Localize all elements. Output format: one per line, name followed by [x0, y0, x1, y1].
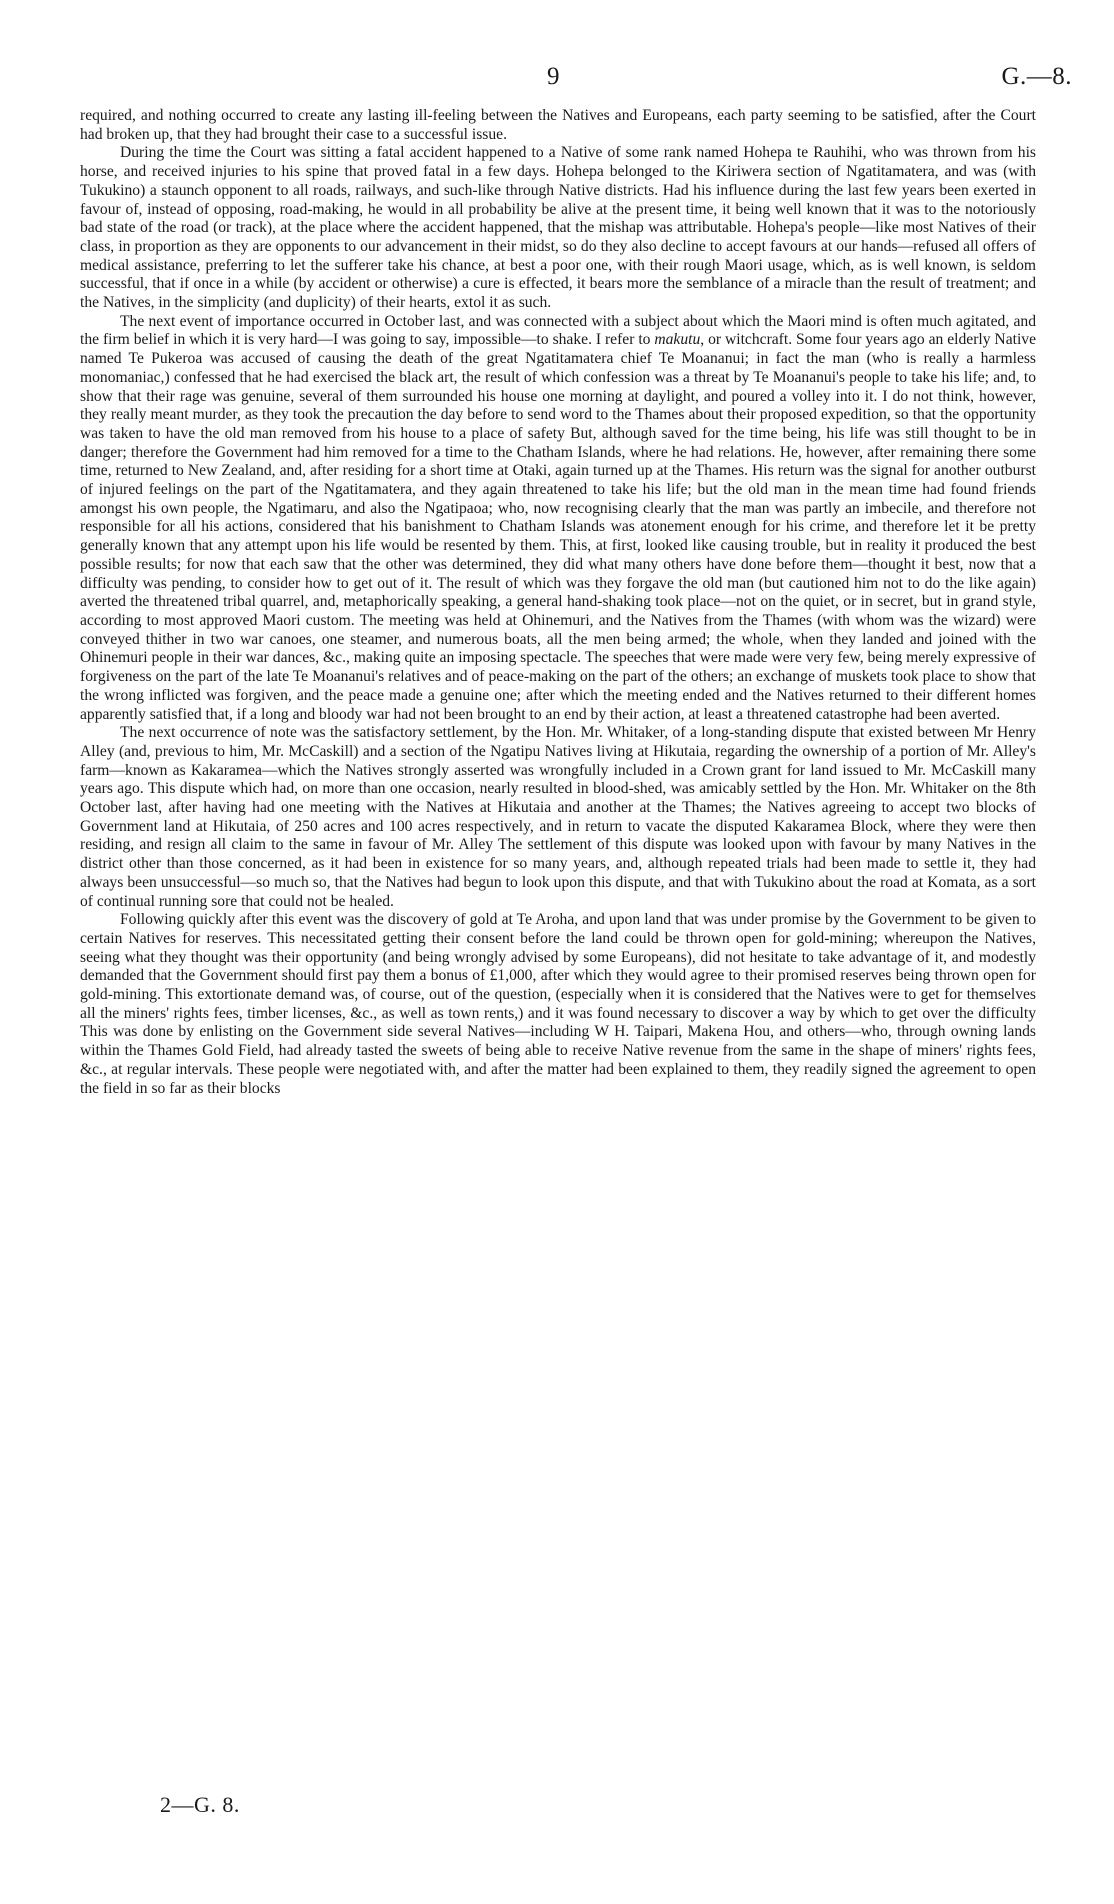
paragraph-continuation: required, and nothing occurred to create any lasting ill-feeling between the Natives and Europeans, each party seeming to be satisfied, after the Court had broken up, that they had brought their case to a successful issue.: [80, 107, 1036, 143]
paragraph-te-aroha-gold: Following quickly after this event was the discovery of gold at Te Aroha, and upon land that was under promise by the Government to be given to certain Natives for reserves. This necessitated getting their consent before the land could be thrown open for gold-mining; whereupon the Natives, seeing what they thought was their opportunity (and being wrongly advised by some Europeans), did not hesitate to take advantage of it, and modestly demanded that the Government should first pay them a bonus of £1,000, after which they would agree to their promised reserves being thrown open for gold-mining. This extortionate demand was, of course, out of the question, (especially when it is considered that the Natives were to get for themselves all the miners' rights fees, timber licenses, &c., as well as town rents,) and it was found necessary to discover a way by which to get over the difficulty This was done by enlisting on the Government side several Natives—including W H. Taipari, Makena Hou, and others—who, through owning lands within the Thames Gold Field, had already tasted the sweets of being able to receive Native revenue from the same in the shape of miners' rights fees, &c., at regular intervals. These people were negotiated with, and after the matter had been explained to them, they readily signed the agreement to open the field in so far as their blocks: [80, 911, 1036, 1097]
page-header: [0, 62, 1114, 96]
page-number: 9: [547, 63, 560, 90]
paragraph-text: , or witchcraft. Some four years ago an elderly Native named Te Pukeroa was accused of causing the death of the great Ngatitamatera chief Te Moananui; in fact the man (who is really a harmless monomaniac,) confessed that he had exercised the black art, the result of which confession was a threat by Te Moananui's people to take his life; and, to show that their rage was genuine, several of them surrounded his house one morning at daylight, and poured a volley into it. I do not think, however, they really meant murder, as they took the precaution the day before to send word to the Thames about their proposed expedition, so that the opportunity was taken to have the old man removed from his house to a place of safety But, although saved for the time being, his life was still thought to be in danger; therefore the Government had him removed for a time to the Chatham Islands, where he had relations. He, however, after remaining there some time, returned to New Zealand, and, after residing for a short time at Otaki, again turned up at the Thames. His return was the signal for another outburst of injured feelings on the part of the Ngatitamatera, and they again threatened to take his life; but the old man in the mean time had found friends amongst his own people, the Ngatimaru, and also the Ngatipaoa; who, now recognising clearly that the man was partly an imbecile, and therefore not responsible for all his actions, considered that his banishment to Chatham Islands was atonement enough for his crime, and therefore let it be pretty generally known that any attempt upon his life would be resented by them. This, at first, looked like causing trouble, but in reality it produced the best possible results; for now that each saw that the other was determined, they did what many others have done before them—thought it best, now that a difficulty was pending, to consider how to get out of it. The result of which was they forgave the old man (but cautioned him not to do the like again) averted the threatened tribal quarrel, and, metaphorically speaking, a general hand-shaking took place—not on the quiet, or in secret, but in grand style, according to most approved Maori custom. The meeting was held at Ohinemuri, and the Natives from the Thames (with whom was the wizard) were conveyed thither in two war canoes, one steamer, and numerous boats, all the men being armed; the whole, when they landed and joined with the Ohinemuri people in their war dances, &c., making quite an imposing spectacle. The speeches that were made were very few, being merely expressive of forgiveness on the part of the late Te Moananui's relatives and of peace-making on the part of the others; an exchange of muskets took place to show that the wrong inflicted was forgiven, and the peace made a genuine one; after which the meeting ended and the Natives returned to their different homes apparently satisfied that, if a long and bloody war had not been brought to an end by their action, at least a threatened catastrophe had been averted.: [80, 331, 1036, 723]
paragraph-makutu: [80, 313, 1036, 724]
paragraph-text: The next event of importance occurred in October last, and was connected with a subject about which the Maori mind is often much agitated, and the firm belief in which it is very hard—I was going to say, impossible—to shake. I refer to: [80, 312, 1036, 349]
signature-reference: 2—G. 8.: [160, 1792, 240, 1817]
italic-term: makutu: [654, 331, 701, 349]
paragraph-fatal-accident: During the time the Court was sitting a fatal accident happened to a Native of some rank named Hohepa te Rauhihi, who was thrown from his horse, and received injuries to his spine that proved fatal in a few days. Hohepa belonged to the Kiriwera section of Ngatitamatera, and was (with Tukukino) a staunch opponent to all roads, railways, and such-like through Native districts. Had his influence during the last few years been exerted in favour of, instead of opposing, road-making, he would in all probability be alive at the present time, it being well known that it was to the notoriously bad state of the road (or track), at the place where the accident happened, that the mishap was attributable. Hohepa's people—like most Natives of their class, in proportion as they are opponents to our advancement in their midst, so do they also decline to accept favours at our hands—refused all offers of medical assistance, preferring to let the sufferer take his chance, at best a poor one, with their rough Maori usage, which, as is well known, is seldom successful, that if once in a while (by accident or otherwise) a cure is effected, it bears more the semblance of a miracle than the result of treatment; and the Natives, in the simplicity (and duplicity) of their hearts, extol it as such.: [80, 144, 1036, 312]
document-reference: G.—8.: [1001, 63, 1072, 90]
body-text: [80, 107, 1036, 1098]
paragraph-kakaramea-dispute: The next occurrence of note was the satisfactory settlement, by the Hon. Mr. Whitaker, of a long-standing dispute that existed between Mr Henry Alley (and, previous to him, Mr. McCaskill) and a section of the Ngatipu Natives living at Hikutaia, regarding the ownership of a portion of Mr. Alley's farm—known as Kakaramea—which the Natives strongly asserted was wrongfully included in a Crown grant for land issued to Mr. McCaskill many years ago. This dispute which had, on more than one occasion, nearly resulted in blood-shed, was amicably settled by the Hon. Mr. Whitaker on the 8th October last, after having had one meeting with the Natives at Hikutaia and another at the Thames; the Natives agreeing to accept two blocks of Government land at Hikutaia, of 250 acres and 100 acres respectively, and in return to vacate the disputed Kakaramea Block, where they were then residing, and resign all claim to the same in favour of Mr. Alley The settlement of this dispute was looked upon with favour by many Natives in the district other than those concerned, as it had been in existence for so many years, and, although repeated trials had been made to settle it, they had always been unsuccessful—so much so, that the Natives had begun to look upon this dispute, and that with Tukukino about the road at Komata, as a sort of continual running sore that could not be healed.: [80, 724, 1036, 910]
